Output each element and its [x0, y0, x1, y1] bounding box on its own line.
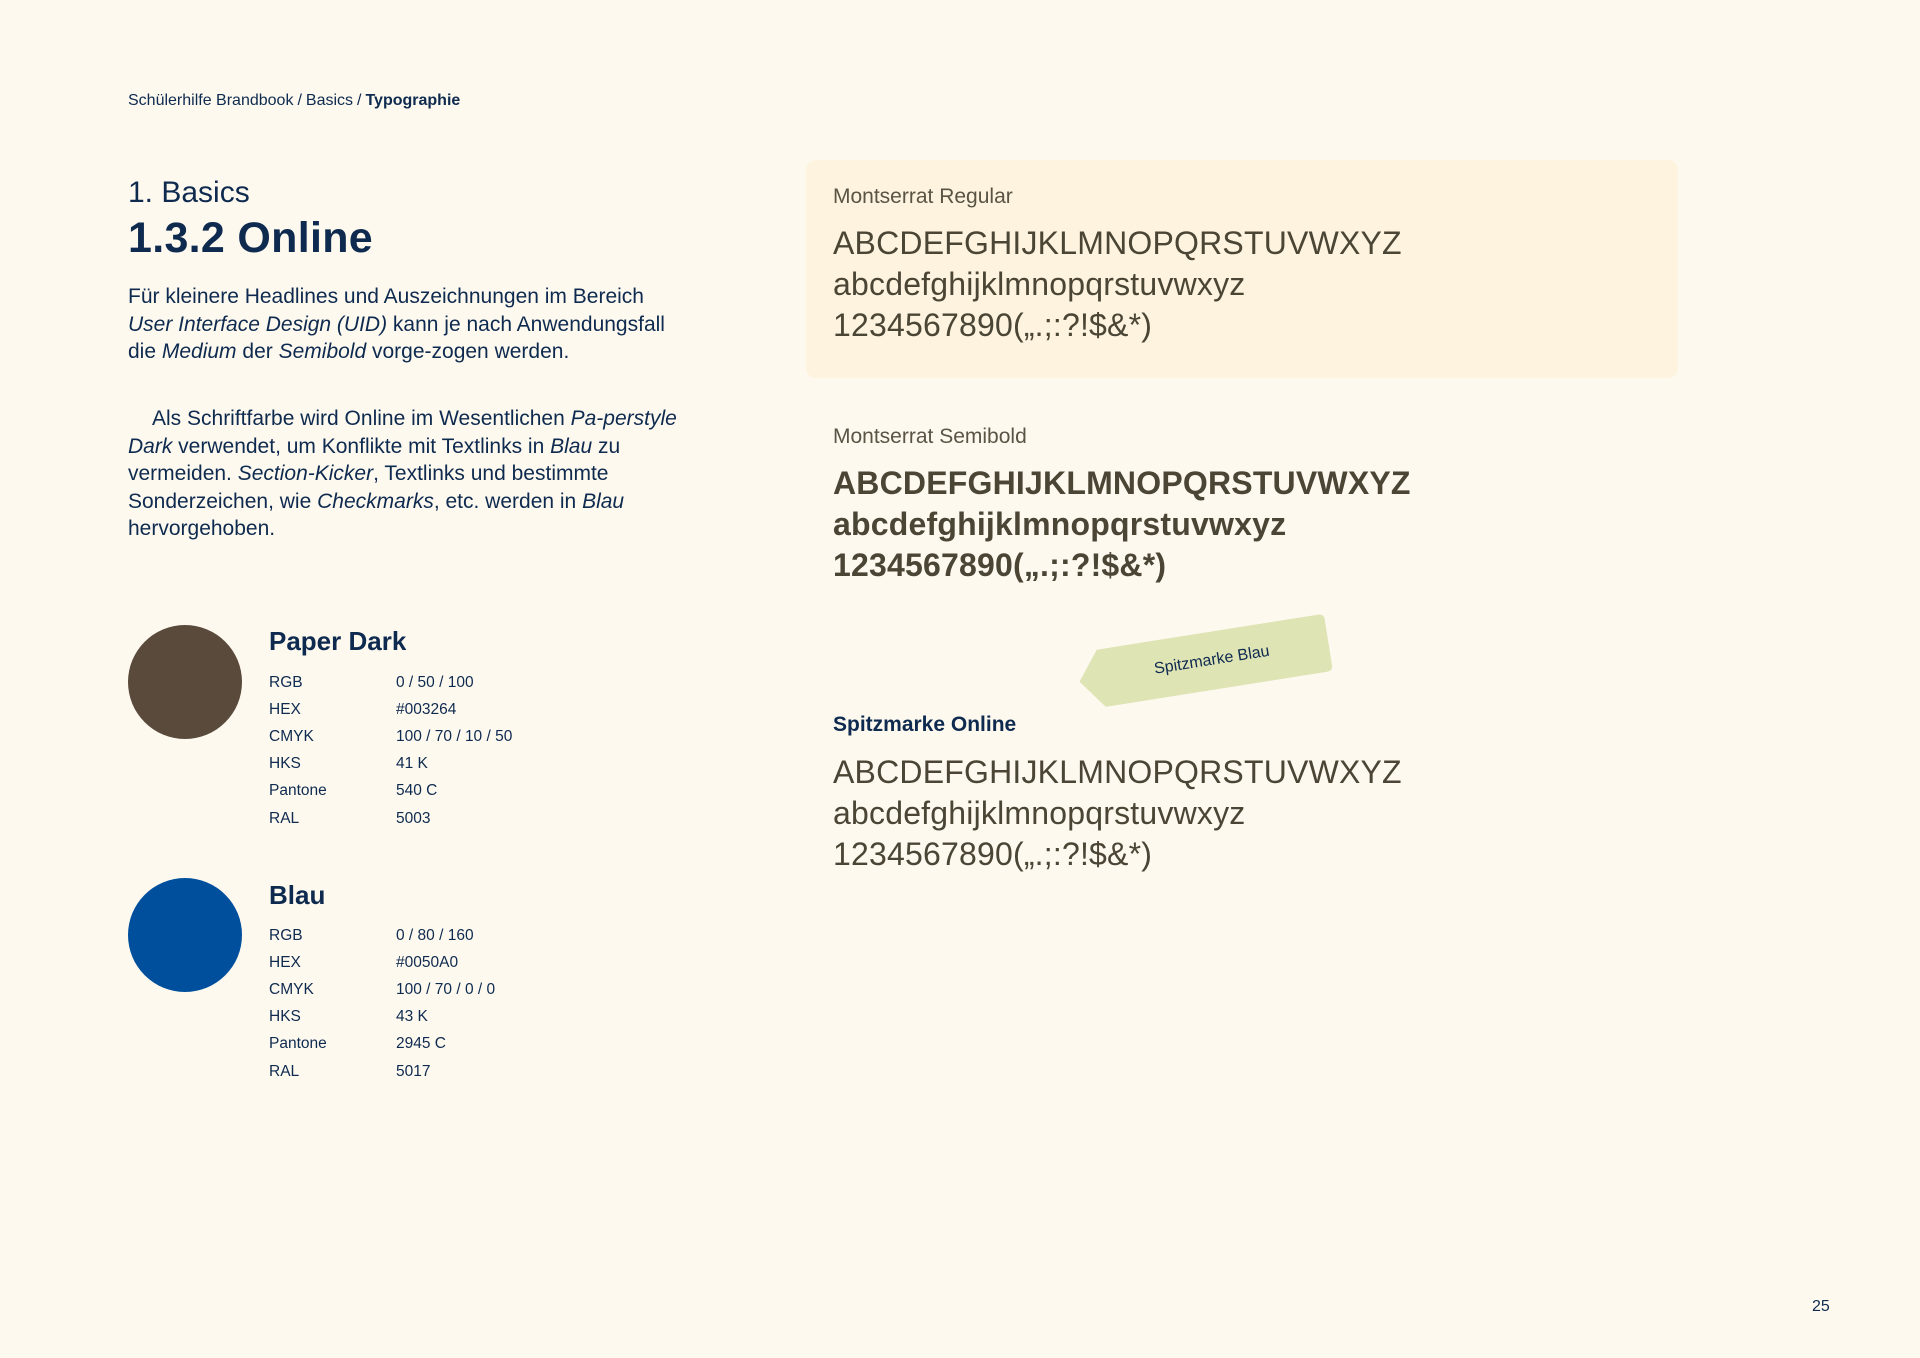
spec-row [269, 723, 512, 750]
emphasis: Pa-perstyle Dark [128, 407, 677, 458]
tag-label: Spitzmarke Blau [1152, 642, 1271, 678]
sample-lowercase: abcdefghijklmnopqrstuvwxyz [833, 795, 1246, 831]
spec-label: HKS [269, 1008, 301, 1026]
color-usage-paragraph [128, 405, 688, 543]
font-sample-regular [833, 223, 1402, 346]
spec-row [269, 696, 512, 723]
spec-label: HKS [269, 755, 301, 773]
sample-digits: 1234567890(„.;:?!$&*) [833, 836, 1153, 872]
text: der [236, 340, 279, 363]
text: Als Schriftfarbe wird Online im Wesentlichen [152, 407, 571, 430]
spec-label: CMYK [269, 727, 314, 745]
section-kicker: 1. Basics [128, 176, 250, 209]
font-label-regular: Montserrat Regular [833, 185, 1013, 208]
spec-value: 2945 C [396, 1035, 446, 1053]
color-swatch-blau [128, 878, 242, 992]
spec-value: 0 / 50 / 100 [396, 673, 474, 691]
spitzmarke-tag [1075, 614, 1333, 711]
spec-row [269, 949, 495, 976]
spec-label: RAL [269, 809, 300, 827]
color-name: Paper Dark [269, 626, 407, 656]
sample-uppercase: ABCDEFGHIJKLMNOPQRSTUVWXYZ [833, 754, 1402, 790]
spec-value: 41 K [396, 755, 428, 773]
breadcrumb-separator: / [297, 92, 302, 109]
breadcrumb-item-basics[interactable]: Basics [305, 92, 354, 109]
spec-value: 0 / 80 / 160 [396, 926, 474, 944]
breadcrumb-item-brandbook[interactable]: Schülerhilfe Brandbook [128, 92, 294, 109]
spec-value: #003264 [396, 700, 457, 718]
spec-row [269, 1058, 495, 1085]
emphasis: User Interface Design (UID) [128, 312, 388, 336]
spec-label: RAL [269, 1062, 300, 1080]
emphasis: Medium [161, 340, 237, 363]
spec-row [269, 805, 512, 832]
text: vorge-zogen werden. [366, 340, 570, 363]
emphasis: Semibold [278, 340, 367, 363]
color-swatch-paper-dark [128, 625, 242, 739]
page-number: 25 [1812, 1298, 1830, 1315]
font-label-online: Spitzmarke Online [833, 713, 1017, 736]
sample-uppercase: ABCDEFGHIJKLMNOPQRSTUVWXYZ [833, 465, 1411, 501]
text: hervorgehoben. [128, 517, 276, 540]
spec-label: RGB [269, 926, 303, 944]
spec-value: 540 C [396, 782, 438, 800]
breadcrumb-current: Typographie [365, 92, 461, 109]
text: verwendet, um Konflikte mit Textlinks in [172, 434, 551, 458]
emphasis: Blau [582, 489, 625, 513]
spec-row [269, 976, 495, 1003]
text: kann je nach Anwendungsfall die [128, 312, 665, 363]
spec-row [269, 669, 512, 696]
spec-value: 5017 [396, 1062, 431, 1080]
breadcrumb [128, 92, 460, 110]
text: zu vermeiden. [128, 434, 621, 485]
sample-uppercase: ABCDEFGHIJKLMNOPQRSTUVWXYZ [833, 225, 1402, 261]
spec-value: 100 / 70 / 10 / 50 [396, 727, 513, 745]
spec-label: Pantone [269, 1035, 327, 1053]
spec-value: 100 / 70 / 0 / 0 [396, 980, 496, 998]
text: , etc. werden in [433, 489, 583, 513]
color-spec-table [269, 669, 512, 832]
sample-digits: 1234567890(„.;:?!$&*) [833, 547, 1167, 583]
spec-row [269, 751, 512, 778]
sample-lowercase: abcdefghijklmnopqrstuvwxyz [833, 506, 1287, 542]
color-spec-table [269, 922, 495, 1085]
sample-lowercase: abcdefghijklmnopqrstuvwxyz [833, 266, 1246, 302]
font-sample-semibold [833, 463, 1411, 586]
spec-label: HEX [269, 700, 301, 718]
spec-value: 5003 [396, 809, 431, 827]
spec-label: HEX [269, 953, 301, 971]
emphasis: Checkmarks [317, 489, 434, 513]
font-label-semibold: Montserrat Semibold [833, 425, 1027, 448]
spec-label: CMYK [269, 980, 314, 998]
spec-row [269, 1004, 495, 1031]
breadcrumb-separator: / [357, 92, 362, 109]
page-title: 1.3.2 Online [128, 214, 373, 262]
intro-paragraph [128, 283, 688, 366]
text: , Textlinks und bestimmte Sonderzeichen, wie [128, 462, 609, 513]
spec-row [269, 922, 495, 949]
color-name: Blau [269, 880, 326, 910]
spec-value: 43 K [396, 1008, 428, 1026]
spec-label: Pantone [269, 782, 327, 800]
emphasis: Blau [550, 434, 593, 458]
spec-row [269, 778, 512, 805]
spec-value: #0050A0 [396, 953, 459, 971]
font-sample-online [833, 752, 1402, 875]
sample-digits: 1234567890(„.;:?!$&*) [833, 307, 1153, 343]
text: Für kleinere Headlines und Auszeichnungen im Bereich [128, 285, 644, 308]
spec-row [269, 1031, 495, 1058]
spec-label: RGB [269, 673, 303, 691]
emphasis: Section-Kicker [237, 462, 374, 485]
